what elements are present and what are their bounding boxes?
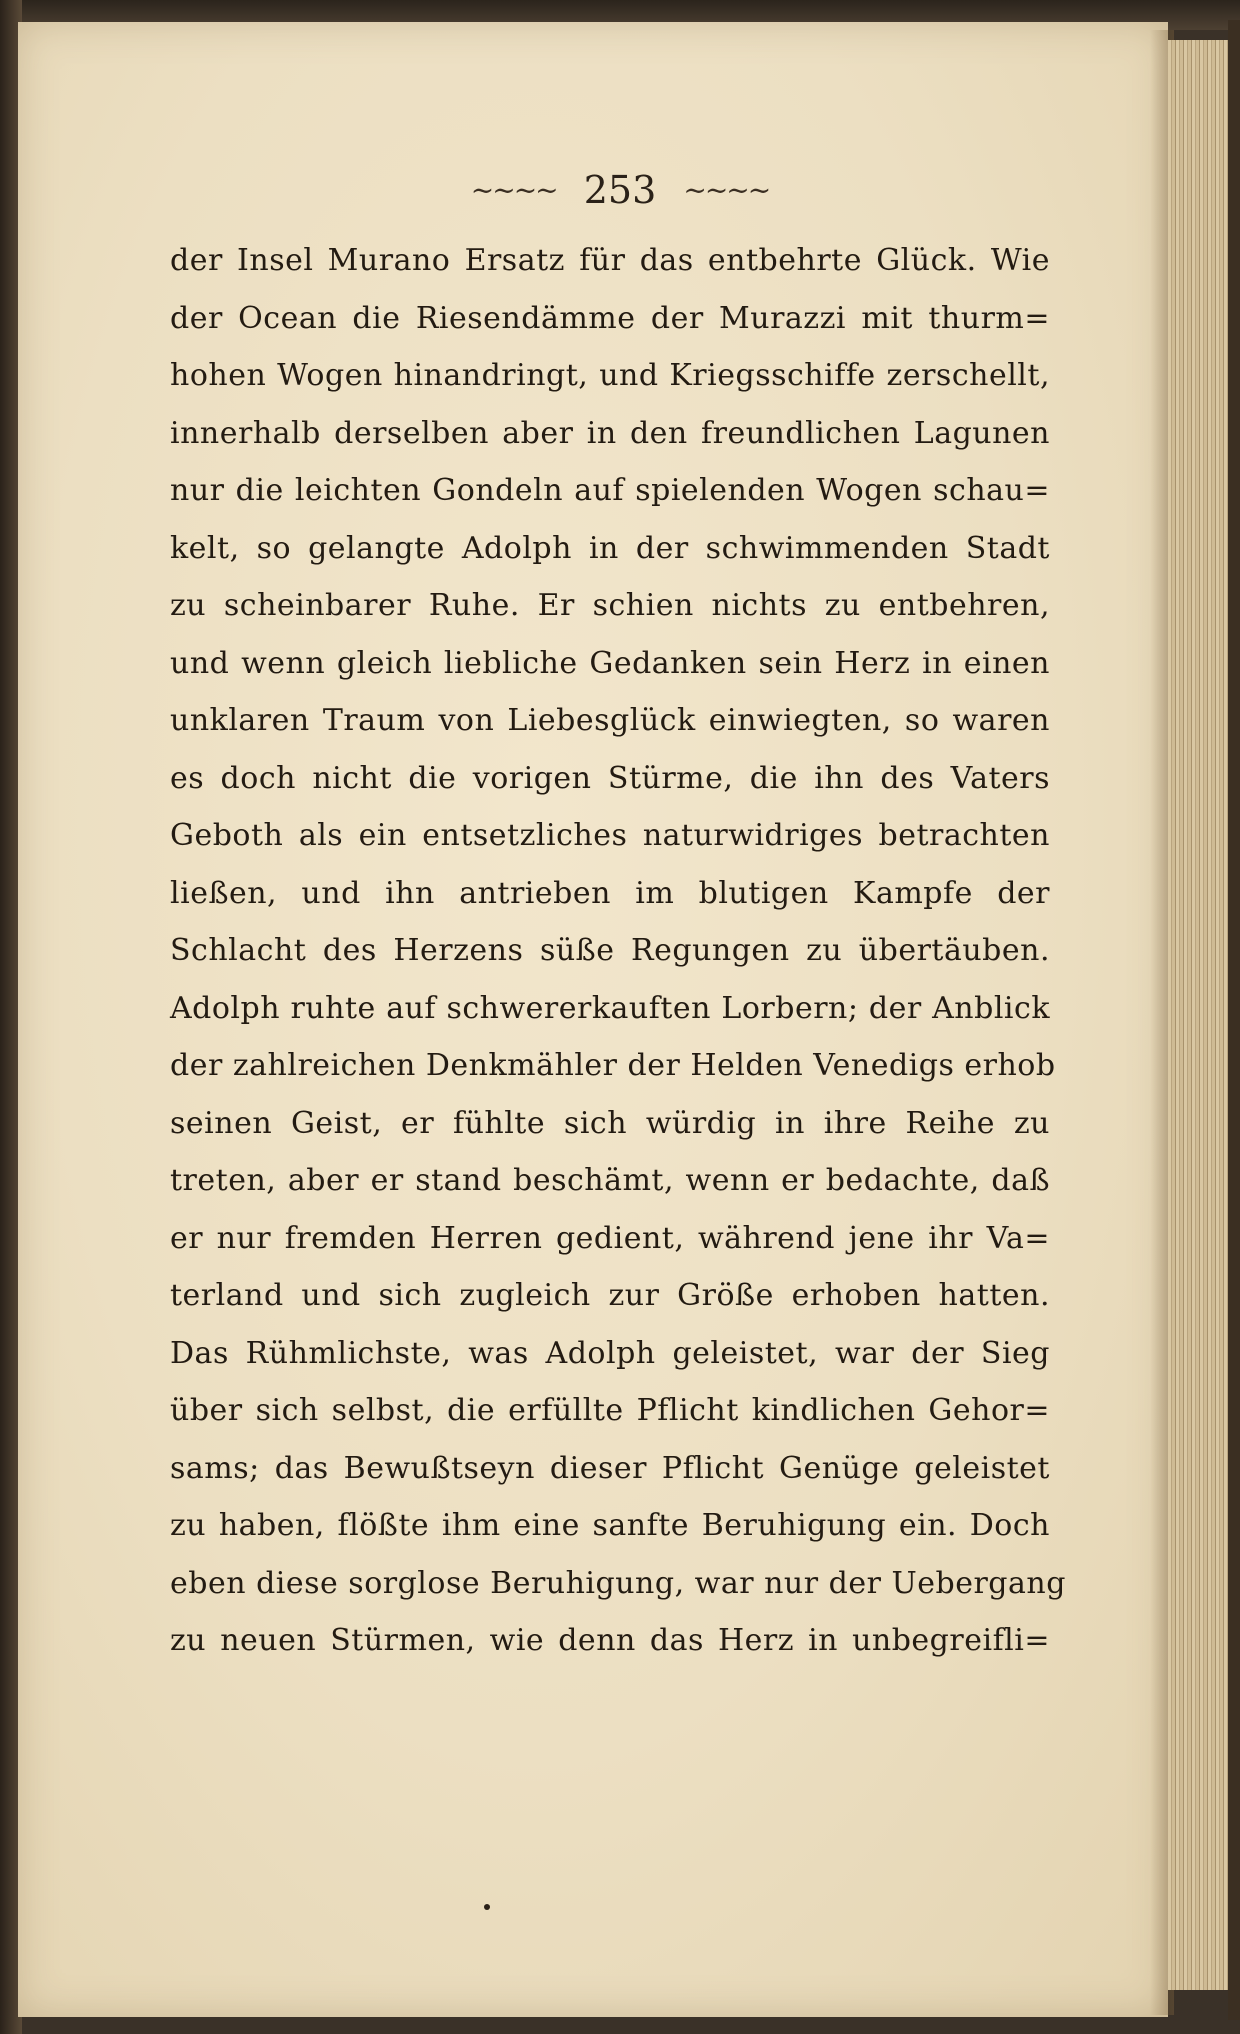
text-line: seinen Geist, er fühlte sich würdig in ihre Reihe zu [170, 1105, 1050, 1141]
text-line: es doch nicht die vorigen Stürme, die ihn des Vaters [170, 760, 1050, 796]
text-line: innerhalb derselben aber in den freundlichen Lagunen [170, 415, 1050, 451]
text-line: ließen, und ihn antrieben im blutigen Kampfe der [170, 875, 1050, 911]
text-line: zu neuen Stürmen, wie denn das Herz in unbegreifli= [170, 1623, 1050, 1658]
body-text [170, 232, 1066, 1670]
text-line: Geboth als ein entsetzliches naturwidriges betrachten [170, 818, 1050, 853]
text-line: der Ocean die Riesendämme der Murazzi mit thurm= [170, 300, 1050, 336]
page-edges [1168, 40, 1230, 1990]
ornament-left: ~~~~ [470, 173, 557, 207]
ink-dot [484, 1904, 490, 1910]
text-line: der Insel Murano Ersatz für das entbehrte Glück. Wie [170, 243, 1050, 278]
text-line: eben diese sorglose Beruhigung, war nur der Uebergang [170, 1565, 1066, 1601]
text-line: terland und sich zugleich zur Größe erhoben hatten. [170, 1278, 1050, 1313]
text-line: der zahlreichen Denkmähler der Helden Venedigs erhob [170, 1048, 1056, 1083]
page-number: 253 [583, 168, 657, 212]
text-line: kelt, so gelangte Adolph in der schwimmenden Stadt [170, 530, 1050, 566]
text-line: hohen Wogen hinandringt, und Kriegsschiffe zerschellt, [170, 358, 1050, 393]
text-line: sams; das Bewußtseyn dieser Pflicht Genüge geleistet [170, 1450, 1050, 1486]
text-line: unklaren Traum von Liebesglück einwiegten, so waren [170, 703, 1050, 738]
page-header [0, 168, 1240, 212]
text-line: Das Rühmlichste, was Adolph geleistet, war der Sieg [170, 1335, 1050, 1371]
text-line: und wenn gleich liebliche Gedanken sein Herz in einen [170, 645, 1050, 681]
text-line: zu scheinbarer Ruhe. Er schien nichts zu entbehren, [170, 588, 1050, 623]
text-line: er nur fremden Herren gedient, während jene ihr Va= [170, 1220, 1050, 1256]
text-line: über sich selbst, die erfüllte Pflicht kindlichen Gehor= [170, 1393, 1050, 1428]
text-line: Schlacht des Herzens süße Regungen zu übertäuben. [170, 933, 1050, 968]
text-line: Adolph ruhte auf schwererkauften Lorbern; der Anblick [170, 990, 1050, 1026]
book-cover-right [1228, 20, 1240, 2020]
ornament-right: ~~~~ [683, 173, 770, 207]
text-line: nur die leichten Gondeln auf spielenden Wogen schau= [170, 473, 1050, 508]
text-line: zu haben, flößte ihm eine sanfte Beruhigung ein. Doch [170, 1508, 1050, 1543]
text-line: treten, aber er stand beschämt, wenn er bedachte, daß [170, 1163, 1050, 1198]
